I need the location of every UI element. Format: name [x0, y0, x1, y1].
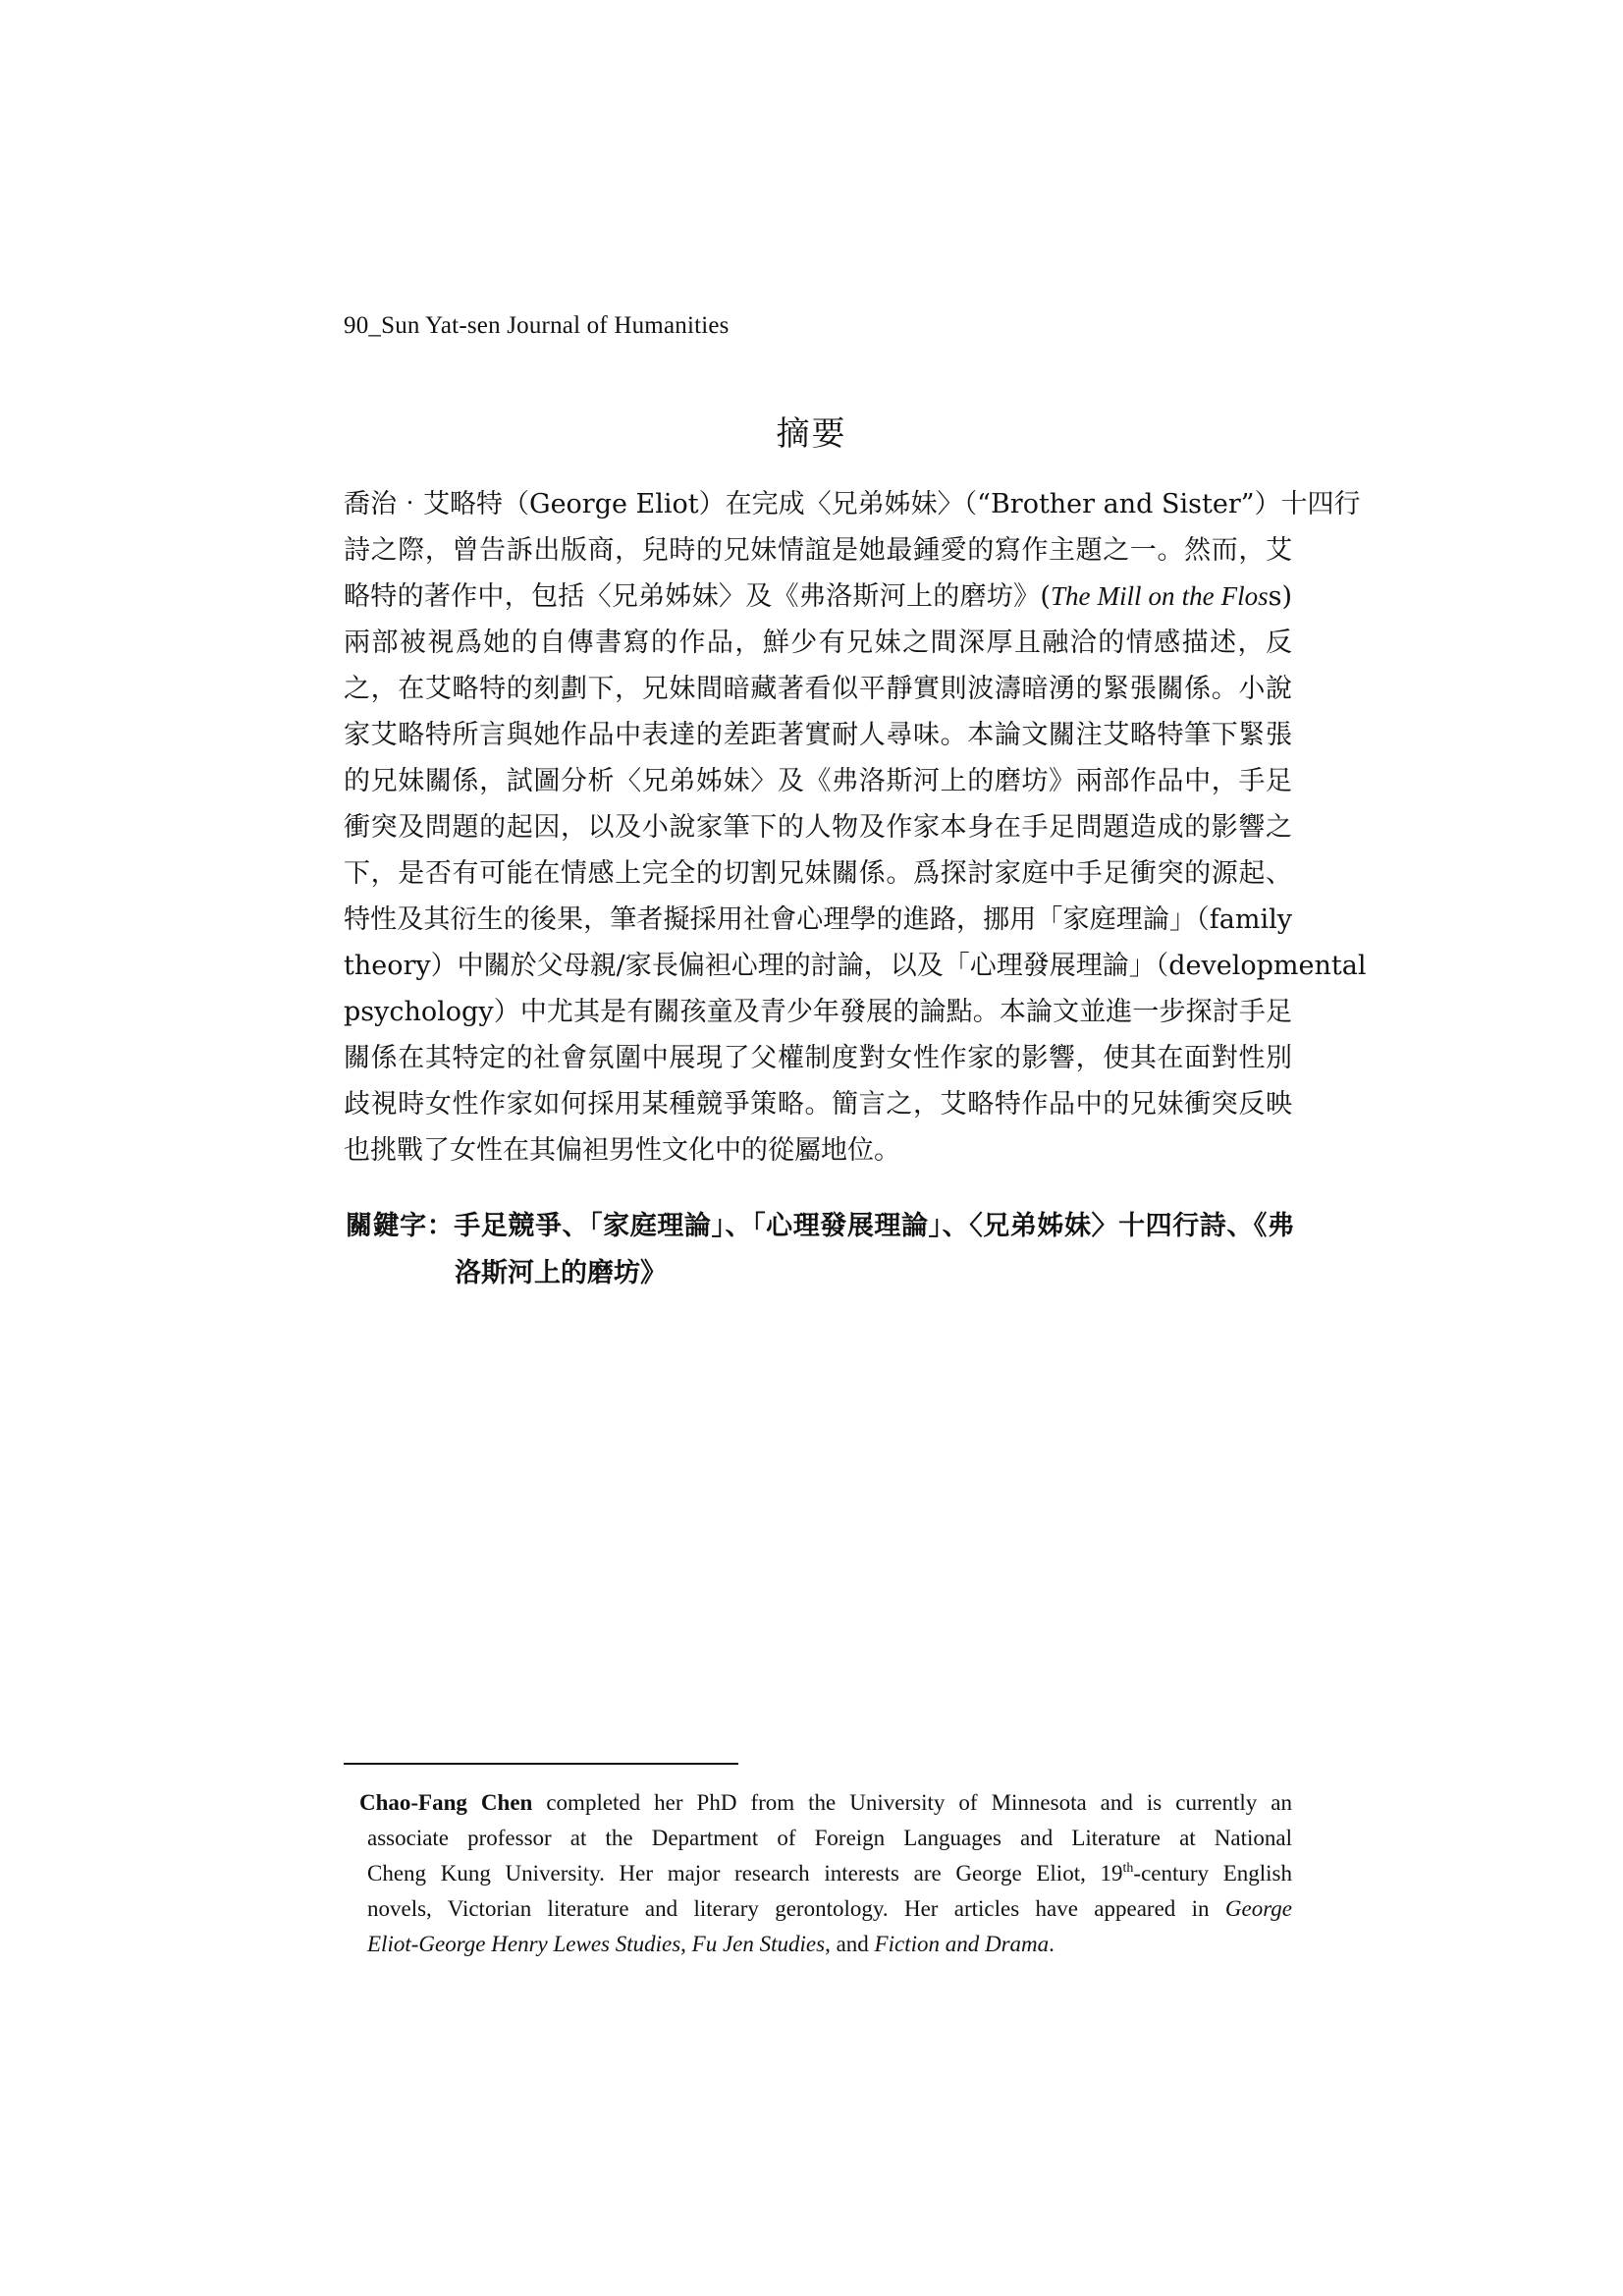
author-name: Chao-Fang Chen [359, 1790, 533, 1815]
footnote-line [359, 1891, 1292, 1927]
footnote-text: novels, Victorian literature and literary gerontology. Her articles have appeared in [367, 1896, 1225, 1921]
footnote-text: completed her PhD from the University of Minnesota and is currently an [532, 1790, 1292, 1815]
abstract-line: 關係在其特定的社會氛圍中展現了父權制度對女性作家的影響，使其在面對性別 [344, 1043, 1292, 1073]
abstract-line: psychology）中尤其是有關孩童及青少年發展的論點。本論文並進一步探討手足 [344, 997, 1292, 1027]
journal-title-italic: Fu Jen Studies [691, 1932, 826, 1956]
footnote-divider [344, 1763, 738, 1765]
footnote-text: , [680, 1932, 692, 1956]
keywords-line: 洛斯河上的磨坊》 [455, 1258, 667, 1288]
journal-title-italic: Fiction and Drama [874, 1932, 1050, 1956]
footnote-text: -century English [1133, 1861, 1292, 1886]
footnote-line [359, 1785, 1292, 1821]
abstract-line [344, 574, 1292, 620]
abstract-line: 的兄妹關係，試圖分析〈兄弟姊妹〉及《弗洛斯河上的磨坊》兩部作品中，手足 [344, 766, 1292, 796]
abstract-line: 喬治‧艾略特（George Eliot）在完成〈兄弟姊妹〉（“Brother and Sister”）十四行 [344, 489, 1361, 519]
abstract-line: 衝突及問題的起因，以及小說家筆下的人物及作家本身在手足問題造成的影響之 [344, 812, 1292, 843]
abstract-line: 也挑戰了女性在其偏袒男性文化中的從屬地位。 [344, 1135, 900, 1166]
superscript: th [1122, 1861, 1134, 1876]
footnote-text: Cheng Kung University. Her major research interests are George Eliot, 19 [367, 1861, 1123, 1886]
abstract-line: theory）中關於父母親/家長偏袒心理的討論，以及「心理發展理論」（developmental [344, 951, 1367, 981]
abstract-line: 詩之際，曾告訴出版商，兒時的兄妹情誼是她最鍾愛的寫作主題之一。然而，艾 [344, 535, 1292, 566]
journal-title-italic: Eliot-George Henry Lewes Studies [367, 1932, 681, 1956]
keywords-line: 關鍵字：手足競爭、「家庭理論」、「心理發展理論」、〈兄弟姊妹〉十四行詩、《弗 [346, 1211, 1294, 1241]
footnote-line [359, 1856, 1292, 1891]
abstract-line: 特性及其衍生的後果，筆者擬採用社會心理學的進路，挪用「家庭理論」（family [344, 904, 1292, 935]
abstract-line: 家艾略特所言與她作品中表達的差距著實耐人尋味。本論文關注艾略特筆下緊張 [344, 720, 1292, 750]
abstract-line: 歧視時女性作家如何採用某種競爭策略。簡言之，艾略特作品中的兄妹衝突反映 [344, 1089, 1292, 1120]
running-header: 90_Sun Yat-sen Journal of Humanities [344, 312, 730, 339]
journal-title-italic: George [1224, 1896, 1292, 1921]
keywords [346, 1203, 1294, 1297]
book-title-italic: The Mill on the Flos [1050, 581, 1269, 611]
abstract-line-text: 略特的著作中，包括〈兄弟姊妹〉及《弗洛斯河上的磨坊》( [344, 581, 1051, 612]
abstract-title: 摘要 [776, 414, 847, 454]
footnote-line: associate professor at the Department of Foreign Languages and Literature at National [367, 1826, 1292, 1850]
abstract-line: 之，在艾略特的刻劃下，兄妹間暗藏著看似平靜實則波濤暗湧的緊張關係。小說 [344, 674, 1292, 704]
abstract-line: 兩部被視爲她的自傳書寫的作品，鮮少有兄妹之間深厚且融洽的情感描述，反 [344, 628, 1292, 658]
abstract-line-tail: s) [1268, 581, 1292, 612]
footnote-text: , and [825, 1932, 875, 1956]
author-footnote [359, 1785, 1292, 1962]
footnote-line [359, 1927, 1292, 1962]
abstract-line: 下，是否有可能在情感上完全的切割兄妹關係。爲探討家庭中手足衝突的源起、 [344, 858, 1292, 889]
abstract-body [344, 481, 1367, 1174]
footnote-text: . [1049, 1932, 1055, 1956]
